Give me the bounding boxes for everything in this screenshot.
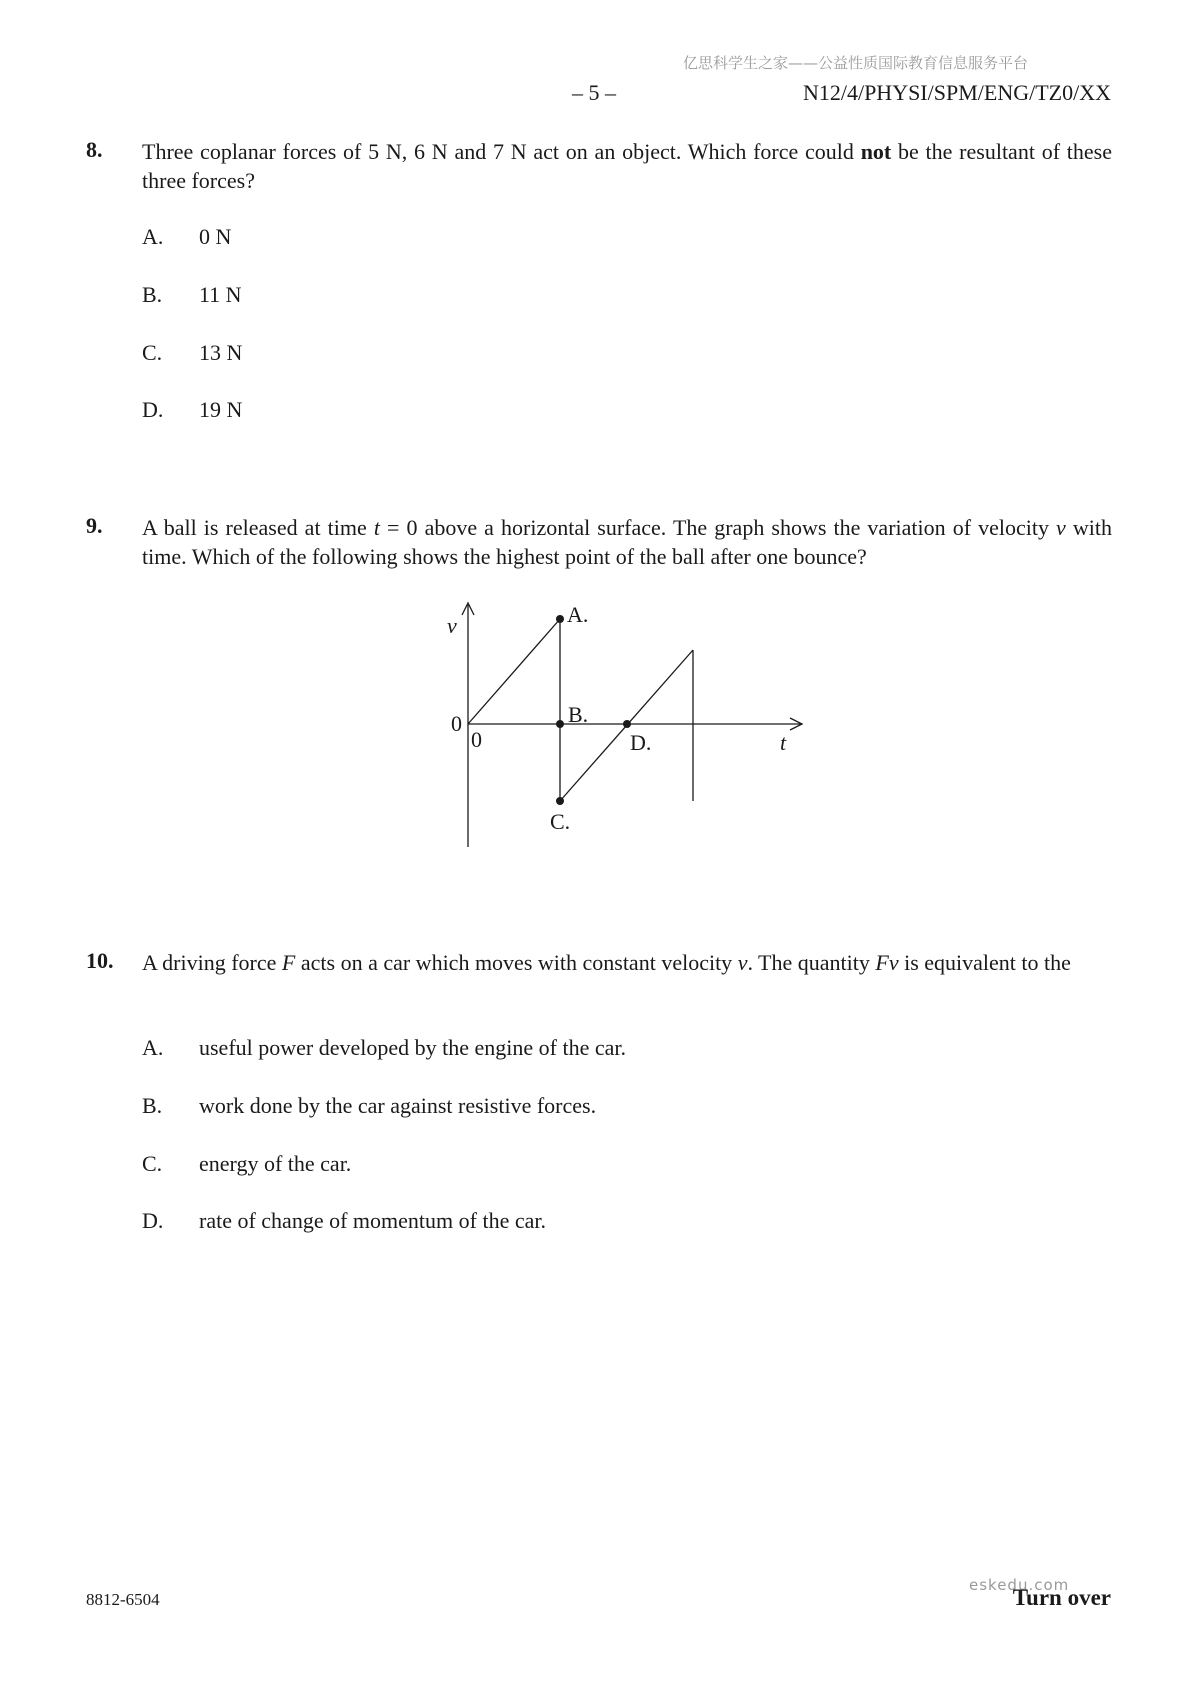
turn-over-label: Turn over bbox=[1012, 1585, 1111, 1610]
footer-code: 8812-6504 bbox=[86, 1590, 160, 1609]
q8-option-a-text: 0 N bbox=[199, 224, 232, 249]
q10-option-c-letter: C. bbox=[142, 1151, 163, 1176]
q10-option-a-text: useful power developed by the engine of the car. bbox=[199, 1035, 627, 1060]
question-10-text: A driving force F acts on a car which moves with constant velocity v. The quantity Fv is equivalent to the bbox=[142, 950, 1071, 975]
question-9-text: A ball is released at time t = 0 above a horizontal surface. The graph shows the variation of velocity v with time. Which of the following shows the highest point of the ball after one bounce? bbox=[142, 515, 1112, 569]
q10-option-d-letter: D. bbox=[142, 1208, 164, 1233]
x-axis-label: t bbox=[780, 730, 787, 755]
q10-option-a-letter: A. bbox=[142, 1035, 164, 1060]
question-10-number: 10. bbox=[86, 948, 114, 973]
fall-line bbox=[468, 619, 560, 724]
y-axis-label: v bbox=[447, 613, 457, 638]
q8-option-d-text: 19 N bbox=[199, 397, 243, 422]
q8-option-c-letter: C. bbox=[142, 340, 163, 365]
q8-option-a-letter: A. bbox=[142, 224, 164, 249]
question-8-number: 8. bbox=[86, 137, 103, 162]
q8-option-b-letter: B. bbox=[142, 282, 163, 307]
point-b-label: B. bbox=[568, 702, 589, 727]
q8-option-b-text: 11 N bbox=[199, 282, 242, 307]
question-8-text: Three coplanar forces of 5 N, 6 N and 7 N act on an object. Which force could not be the resultant of these three forces? bbox=[142, 139, 1112, 193]
point-a bbox=[556, 615, 564, 623]
origin-label-left: 0 bbox=[451, 711, 462, 736]
point-a-label: A. bbox=[567, 602, 589, 627]
header-watermark: 亿思科学生之家——公益性质国际教育信息服务平台 bbox=[683, 54, 1029, 72]
footer-watermark: eskedu.com bbox=[969, 1576, 1070, 1594]
question-9-number: 9. bbox=[86, 513, 103, 538]
q10-option-b-text: work done by the car against resistive forces. bbox=[199, 1093, 597, 1118]
point-d-label: D. bbox=[630, 730, 652, 755]
point-c-label: C. bbox=[550, 809, 571, 834]
velocity-time-graph bbox=[430, 595, 820, 855]
point-b bbox=[556, 720, 564, 728]
q8-option-d-letter: D. bbox=[142, 397, 164, 422]
point-c bbox=[556, 797, 564, 805]
q10-option-c-text: energy of the car. bbox=[199, 1151, 352, 1176]
q8-option-c-text: 13 N bbox=[199, 340, 243, 365]
page-number: – 5 – bbox=[572, 80, 616, 105]
paper-code: N12/4/PHYSI/SPM/ENG/TZ0/XX bbox=[802, 80, 1111, 105]
q10-option-b-letter: B. bbox=[142, 1093, 163, 1118]
origin-label-below: 0 bbox=[471, 727, 482, 752]
q10-option-d-text: rate of change of momentum of the car. bbox=[199, 1208, 546, 1233]
point-d bbox=[623, 720, 631, 728]
